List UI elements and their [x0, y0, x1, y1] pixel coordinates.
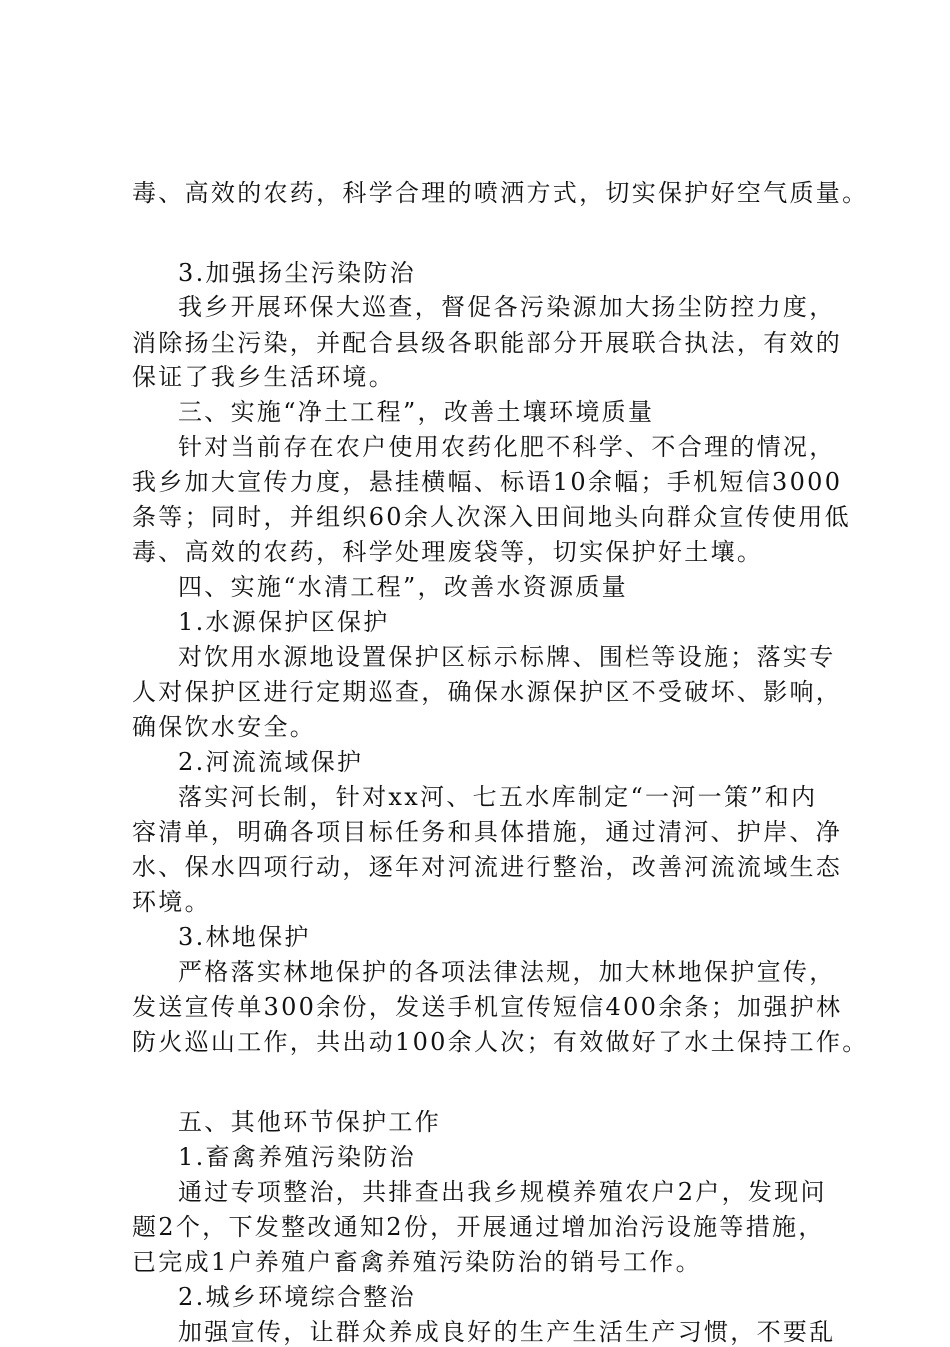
- text-line: 保证了我乡生活环境。: [132, 363, 395, 391]
- subsection-heading: 2.城乡环境综合整治: [178, 1283, 416, 1311]
- subsection-heading: 1.畜禽养殖污染防治: [178, 1143, 416, 1171]
- text-line: 水、保水四项行动，逐年对河流进行整治，改善河流流域生态: [132, 853, 843, 881]
- text-line: 消除扬尘污染，并配合县级各职能部分开展联合执法，有效的: [132, 329, 843, 357]
- text-line: 毒、高效的农药，科学合理的喷洒方式，切实保护好空气质量。: [132, 179, 869, 207]
- subsection-heading: 3.林地保护: [178, 923, 311, 951]
- text-line: 条等；同时，并组织60余人次深入田间地头向群众宣传使用低: [132, 503, 851, 531]
- text-line: 我乡加大宣传力度，悬挂横幅、标语10余幅；手机短信3000: [132, 468, 843, 496]
- text-line: 容清单，明确各项目标任务和具体措施，通过清河、护岸、净: [132, 818, 843, 846]
- text-line: 落实河长制，针对xx河、七五水库制定“一河一策”和内: [178, 783, 818, 811]
- text-line: 发送宣传单300余份，发送手机宣传短信400余条；加强护林: [132, 993, 843, 1021]
- text-line: 人对保护区进行定期巡查，确保水源保护区不受破坏、影响，: [132, 678, 843, 706]
- text-line: 严格落实林地保护的各项法律法规，加大林地保护宣传，: [178, 958, 836, 986]
- text-line: 通过专项整治，共排查出我乡规模养殖农户2户，发现问: [178, 1178, 827, 1206]
- text-line: 确保饮水安全。: [132, 713, 317, 741]
- section-heading: 三、实施“净土工程”，改善土壤环境质量: [178, 398, 655, 426]
- text-line: 题2个，下发整改通知2份，开展通过增加治污设施等措施，: [132, 1213, 825, 1241]
- subsection-heading: 1.水源保护区保护: [178, 608, 390, 636]
- text-line: 毒、高效的农药，科学处理废袋等，切实保护好土壤。: [132, 538, 764, 566]
- section-heading: 3.加强扬尘污染防治: [178, 259, 416, 287]
- text-line: 防火巡山工作，共出动100余人次；有效做好了水土保持工作。: [132, 1028, 869, 1056]
- text-line: 我乡开展环保大巡查，督促各污染源加大扬尘防控力度，: [178, 293, 836, 321]
- subsection-heading: 2.河流流域保护: [178, 748, 364, 776]
- text-line: 对饮用水源地设置保护区标示标牌、围栏等设施；落实专: [178, 643, 836, 671]
- text-line: 针对当前存在农户使用农药化肥不科学、不合理的情况，: [178, 433, 836, 461]
- section-heading: 五、其他环节保护工作: [178, 1108, 441, 1136]
- text-line: 环境。: [132, 888, 211, 916]
- text-line: 已完成1户养殖户畜禽养殖污染防治的销号工作。: [132, 1248, 702, 1276]
- section-heading: 四、实施“水清工程”，改善水资源质量: [178, 573, 628, 601]
- text-line: 加强宣传，让群众养成良好的生产生活生产习惯，不要乱: [178, 1318, 836, 1346]
